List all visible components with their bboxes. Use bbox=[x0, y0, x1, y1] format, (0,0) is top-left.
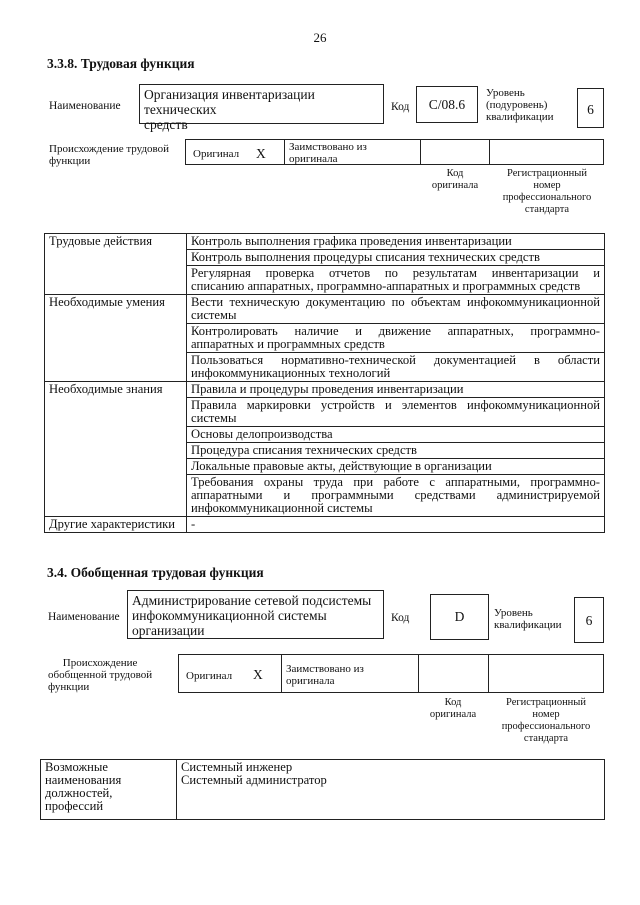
table-row bbox=[45, 382, 605, 398]
caption-line: стандарта bbox=[523, 733, 569, 744]
caption-line: номер bbox=[532, 709, 560, 720]
code-original-caption bbox=[420, 168, 490, 192]
origin-label bbox=[49, 143, 169, 167]
borrowed-label-line: оригинала bbox=[289, 153, 338, 165]
skill-item bbox=[187, 295, 605, 324]
origin-label-line: обобщенной трудовой bbox=[48, 669, 153, 681]
level-label-line: (подуровень) bbox=[486, 99, 548, 111]
function-details-table bbox=[44, 233, 605, 533]
skill-item bbox=[187, 324, 605, 353]
text-line: Возможные bbox=[45, 760, 108, 774]
level-value: 6 bbox=[574, 597, 604, 643]
action-item: Контроль выполнения процедуры списания технических средств bbox=[187, 250, 605, 266]
origin-label bbox=[48, 657, 152, 693]
divider bbox=[418, 655, 419, 692]
borrowed-label-line: Заимствовано из bbox=[286, 663, 364, 675]
level-value: 6 bbox=[577, 88, 604, 128]
knowledge-item bbox=[187, 398, 605, 427]
level-label bbox=[494, 607, 561, 631]
divider bbox=[284, 140, 285, 164]
origin-label-line: функции bbox=[48, 681, 90, 693]
section-heading: 3.4. Обобщенная трудовая функция bbox=[47, 565, 264, 580]
text-line: наименования bbox=[45, 773, 122, 787]
reg-number-caption bbox=[490, 168, 604, 216]
function-name-line: Организация инвентаризации технических bbox=[144, 87, 315, 117]
text-line: Вести техническую документацию по объектам инфокоммуникационной bbox=[191, 295, 600, 309]
text-line: Правила маркировки устройств и элементов инфокоммуникационной bbox=[191, 398, 600, 412]
original-label: Оригинал bbox=[193, 148, 240, 160]
code-value: D bbox=[430, 594, 489, 640]
origin-label-line: Происхождение bbox=[62, 657, 138, 669]
name-label: Наименование bbox=[49, 100, 121, 112]
level-label-line: Уровень bbox=[494, 607, 533, 619]
borrowed-label bbox=[286, 663, 364, 687]
caption-line: Код bbox=[446, 168, 464, 179]
table-row bbox=[45, 295, 605, 324]
divider bbox=[420, 140, 421, 164]
code-label: Код bbox=[391, 101, 410, 113]
caption-line: оригинала bbox=[429, 709, 477, 720]
knowledge-item: Основы делопроизводства bbox=[187, 427, 605, 443]
position-item: Системный администратор bbox=[181, 773, 327, 787]
origin-label-line: функции bbox=[49, 155, 91, 167]
original-mark: X bbox=[253, 667, 263, 682]
function-name-line: средств bbox=[144, 117, 188, 132]
page-number: 26 bbox=[313, 30, 327, 45]
text-line: списанию аппаратных, программно-аппаратных и программных средств bbox=[191, 279, 581, 293]
level-label-line: квалификации bbox=[494, 619, 562, 631]
origin-label-line: Происхождение трудовой bbox=[49, 143, 170, 155]
other-value: - bbox=[187, 517, 605, 533]
origin-row bbox=[185, 139, 604, 165]
action-item: Контроль выполнения графика проведения инвентаризации bbox=[187, 234, 605, 250]
caption-line: профессионального bbox=[502, 192, 592, 203]
name-label: Наименование bbox=[48, 611, 120, 623]
text-line: профессий bbox=[45, 799, 104, 813]
function-name-line: инфокоммуникационной системы bbox=[132, 608, 327, 623]
position-item: Системный инженер bbox=[181, 760, 293, 774]
borrowed-label bbox=[289, 141, 367, 165]
text-line: системы bbox=[191, 411, 237, 425]
level-label bbox=[486, 87, 553, 123]
positions-list bbox=[177, 760, 605, 820]
original-label: Оригинал bbox=[186, 670, 233, 682]
divider bbox=[489, 140, 490, 164]
knowledge-item: Локальные правовые акты, действующие в организации bbox=[187, 459, 605, 475]
function-name-line: Администрирование сетевой подсистемы bbox=[132, 593, 372, 608]
skill-item bbox=[187, 353, 605, 382]
knowledge-label: Необходимые знания bbox=[45, 382, 187, 517]
original-mark: X bbox=[256, 146, 266, 161]
caption-line: стандарта bbox=[524, 204, 570, 215]
function-name-line: организации bbox=[132, 623, 205, 638]
text-line: инфокоммуникационных технологий bbox=[191, 366, 391, 380]
positions-table bbox=[40, 759, 605, 820]
divider bbox=[488, 655, 489, 692]
text-line: Требования охраны труда при работе с аппаратными, программно- bbox=[191, 475, 600, 489]
code-value: C/08.6 bbox=[416, 86, 478, 123]
caption-line: оригинала bbox=[431, 180, 479, 191]
text-line: инфокоммуникационной системы bbox=[191, 501, 373, 515]
caption-line: Регистрационный bbox=[507, 168, 587, 179]
knowledge-item: Правила и процедуры проведения инвентаризации bbox=[187, 382, 605, 398]
reg-number-caption bbox=[488, 697, 604, 745]
section-heading: 3.3.8. Трудовая функция bbox=[47, 56, 195, 71]
function-name-box bbox=[139, 84, 384, 132]
text-line: Пользоваться нормативно-технической документацией в области bbox=[191, 353, 600, 367]
code-label: Код bbox=[391, 612, 410, 624]
table-row bbox=[45, 234, 605, 250]
actions-label: Трудовые действия bbox=[45, 234, 187, 295]
caption-line: номер bbox=[533, 180, 561, 191]
level-label-line: Уровень bbox=[486, 87, 525, 99]
table-row bbox=[41, 760, 605, 820]
borrowed-label-line: оригинала bbox=[286, 675, 335, 687]
knowledge-item bbox=[187, 475, 605, 517]
text-line: аппаратных и программных средств bbox=[191, 337, 385, 351]
code-original-caption bbox=[418, 697, 488, 721]
function-name-box bbox=[127, 590, 384, 639]
divider bbox=[281, 655, 282, 692]
origin-row bbox=[178, 654, 604, 693]
borrowed-label-line: Заимствовано из bbox=[289, 141, 367, 153]
caption-line: Регистрационный bbox=[506, 697, 586, 708]
text-line: Регулярная проверка отчетов по результатам инвентаризации и bbox=[191, 266, 600, 280]
text-line: аппаратными и программными средствами администрируемой bbox=[191, 488, 600, 502]
caption-line: профессионального bbox=[501, 721, 591, 732]
table-row bbox=[45, 517, 605, 533]
text-line: системы bbox=[191, 308, 237, 322]
other-label: Другие характеристики bbox=[45, 517, 187, 533]
caption-line: Код bbox=[444, 697, 462, 708]
skills-label: Необходимые умения bbox=[45, 295, 187, 382]
level-label-line: квалификации bbox=[486, 111, 554, 123]
knowledge-item: Процедура списания технических средств bbox=[187, 443, 605, 459]
text-line: должностей, bbox=[45, 786, 113, 800]
positions-label bbox=[41, 760, 177, 820]
action-item bbox=[187, 266, 605, 295]
text-line: Контролировать наличие и движение аппаратных, программно- bbox=[191, 324, 600, 338]
